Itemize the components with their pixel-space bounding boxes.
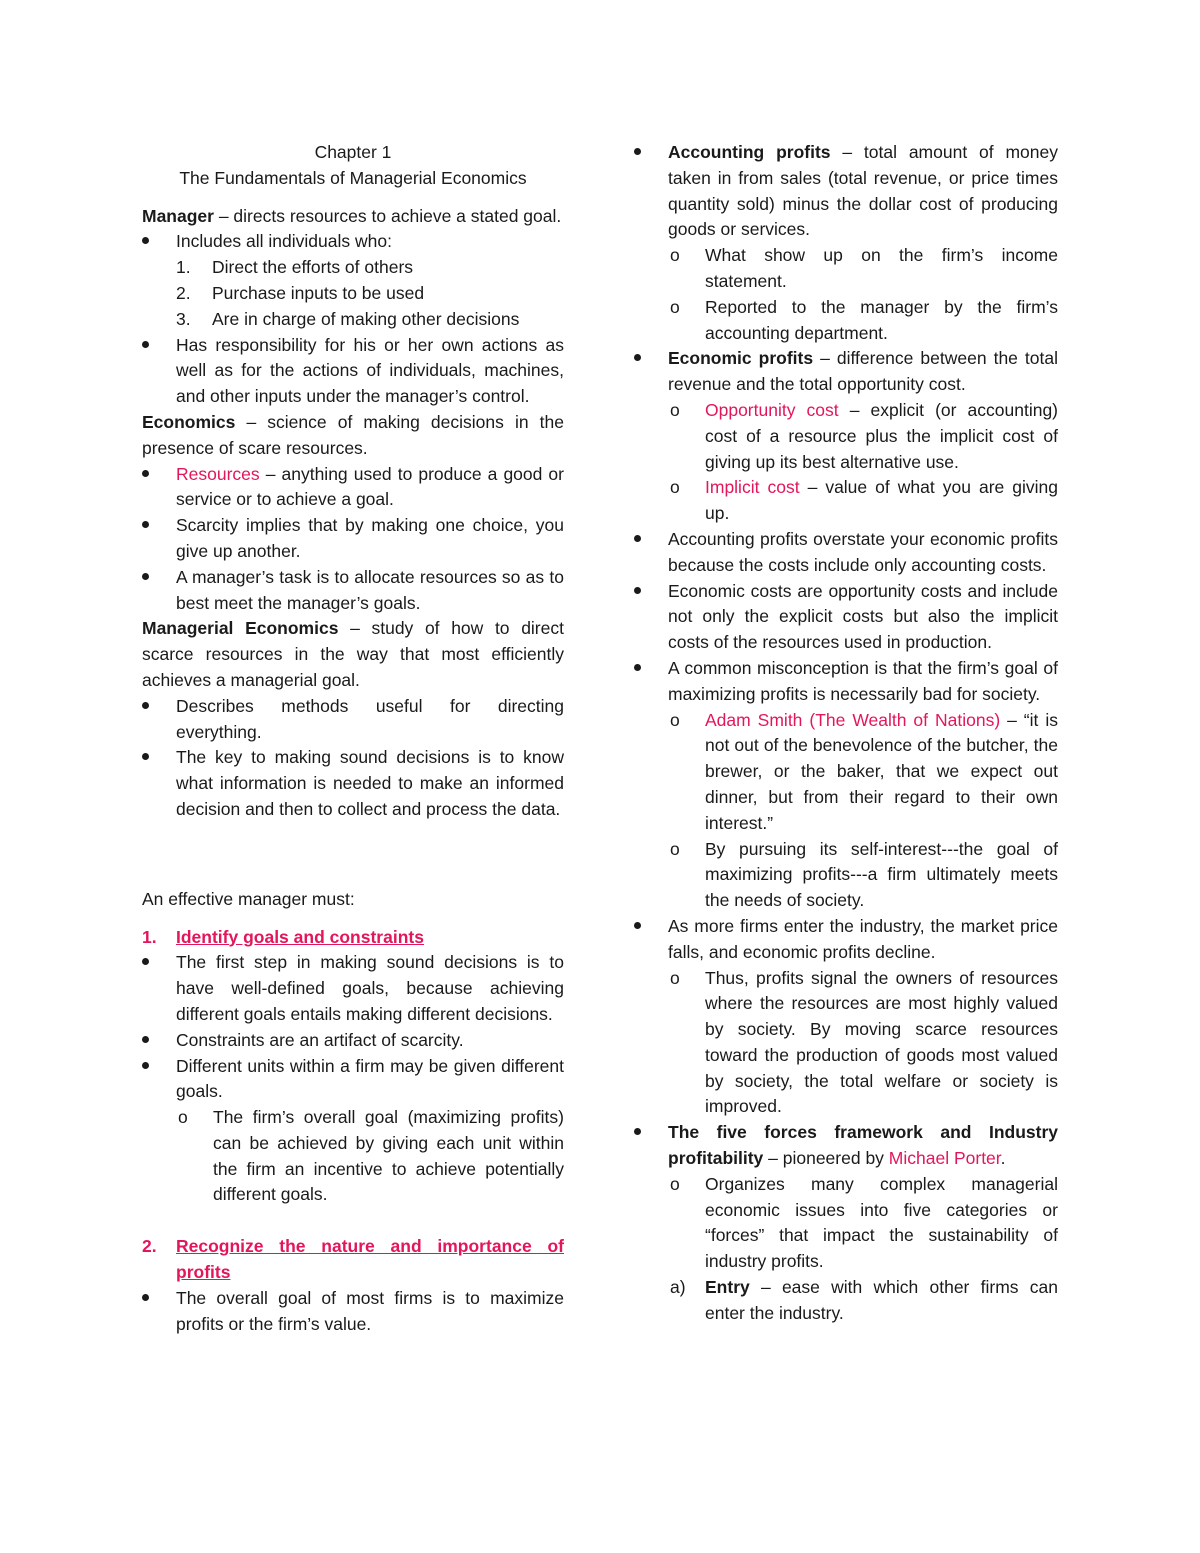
- list-item: o Implicit cost – value of what you are giving up.: [670, 477, 1058, 524]
- bullet-icon: [142, 1028, 152, 1054]
- bullet-icon: [634, 914, 644, 940]
- page-title: The Fundamentals of Managerial Economics: [179, 167, 527, 188]
- section-heading: 1. Identify goals and constraints: [142, 926, 424, 947]
- list-item: o What show up on the firm’s income statement.: [670, 245, 1058, 291]
- list-item: Includes all individuals who:: [142, 229, 564, 255]
- list-item: The first step in making sound decisions is to have well-defined goals, because achieving different goals entails making different decisions.: [142, 950, 564, 1027]
- list-item: 3. Are in charge of making other decisions: [176, 308, 520, 329]
- list-item: o Organizes many complex managerial economic issues into five categories or “forces” that impact the sustainability of industry profits.: [670, 1173, 1058, 1272]
- list-item: The overall goal of most firms is to maximize profits or the firm’s value.: [142, 1286, 564, 1338]
- list-item: o By pursuing its self-interest---the goal of maximizing profits---a firm ultimately meets the needs of society.: [670, 838, 1058, 911]
- list-item: 1. Direct the efforts of others: [176, 257, 414, 278]
- bullet-icon: [142, 229, 152, 255]
- bullet-icon: [142, 333, 152, 359]
- bullet-icon: [142, 1054, 152, 1080]
- list-item: o Thus, profits signal the owners of resources where the resources are most highly valued by society. By moving scarce resources toward the production of goods most valued by society, the total welfare or society is improved.: [670, 967, 1058, 1117]
- list-item: Scarcity implies that by making one choice, you give up another.: [142, 513, 564, 565]
- list-item: a) Entry – ease with which other firms can enter the industry.: [670, 1277, 1058, 1323]
- sub-bullet-icon: o: [670, 399, 680, 420]
- list-item: o Reported to the manager by the firm’s accounting department.: [670, 296, 1058, 343]
- list-item: o Adam Smith (The Wealth of Nations) – “it is not out of the benevolence of the butcher, the brewer, or the baker, that we expect out dinner, but from their regard to their own interest.”: [670, 709, 1058, 833]
- bullet-icon: [142, 565, 152, 591]
- sub-bullet-icon: o: [178, 1107, 188, 1128]
- sub-bullet-icon: o: [670, 1173, 680, 1194]
- list-item: 2. Purchase inputs to be used: [176, 282, 425, 303]
- bullet-icon: [142, 694, 152, 720]
- list-item: A common misconception is that the firm’s goal of maximizing profits is necessarily bad for society.: [634, 656, 1058, 708]
- list-item: Constraints are an artifact of scarcity.: [142, 1028, 564, 1054]
- sub-bullet-icon: o: [670, 967, 680, 988]
- list-item: Accounting profits – total amount of money taken in from sales (total revenue, or price times quantity sold) minus the dollar cost of producing goods or services.: [634, 140, 1058, 243]
- list-item: As more firms enter the industry, the market price falls, and economic profits decline.: [634, 914, 1058, 966]
- list-item: The key to making sound decisions is to know what information is needed to make an informed decision and then to collect and process the data.: [142, 745, 564, 822]
- bullet-icon: [142, 950, 152, 976]
- sub-bullet-icon: o: [670, 709, 680, 730]
- bullet-icon: [634, 656, 644, 682]
- list-item: A manager’s task is to allocate resources so as to best meet the manager’s goals.: [142, 565, 564, 617]
- section-heading: 2. Recognize the nature and importance of profits: [142, 1236, 564, 1283]
- bullet-icon: [142, 745, 152, 771]
- list-item: Different units within a firm may be given different goals.: [142, 1054, 564, 1106]
- list-item: Economic profits – difference between the total revenue and the total opportunity cost.: [634, 346, 1058, 398]
- bullet-icon: [142, 1286, 152, 1312]
- list-item: o The firm’s overall goal (maximizing profits) can be achieved by giving each unit within the firm an incentive to achieve potentially different goals.: [178, 1107, 564, 1205]
- list-item: Accounting profits overstate your economic profits because the costs include only accounting costs.: [634, 527, 1058, 579]
- list-item: Economic costs are opportunity costs and include not only the explicit costs but also the implicit costs of the resources used in production.: [634, 579, 1058, 656]
- bullet-icon: [634, 346, 644, 372]
- bullet-icon: [634, 140, 644, 166]
- bullet-icon: [142, 513, 152, 539]
- list-item: Resources – anything used to produce a good or service or to achieve a goal.: [142, 462, 564, 514]
- managerial-economics-definition: Managerial Economics – study of how to direct scarce resources in the way that most efficiently achieves a managerial goal.: [142, 618, 564, 690]
- bullet-icon: [634, 527, 644, 553]
- sub-bullet-icon: o: [670, 245, 680, 266]
- effective-manager-intro: An effective manager must:: [142, 888, 355, 909]
- chapter-label: Chapter 1: [314, 142, 392, 162]
- left-column: [142, 140, 564, 1337]
- sub-bullet-icon: o: [670, 477, 680, 498]
- list-item: Has responsibility for his or her own actions as well as for the actions of individuals, machines, and other inputs under the manager’s control.: [142, 333, 564, 410]
- right-column: [634, 140, 1058, 1327]
- manager-definition: Manager – directs resources to achieve a stated goal.: [142, 205, 562, 226]
- list-item: o Opportunity cost – explicit (or accounting) cost of a resource plus the implicit cost of giving up its best alternative use.: [670, 399, 1058, 472]
- economics-definition: Economics – science of making decisions in the presence of scare resources.: [142, 411, 564, 458]
- sub-bullet-icon: o: [670, 296, 680, 317]
- list-item: Describes methods useful for directing everything.: [142, 694, 564, 746]
- sub-bullet-icon: o: [670, 838, 680, 859]
- bullet-icon: [634, 1120, 644, 1146]
- list-item: The five forces framework and Industry profitability – pioneered by Michael Porter.: [634, 1120, 1058, 1172]
- bullet-icon: [142, 462, 152, 488]
- bullet-icon: [634, 579, 644, 605]
- manager-term: Manager: [142, 205, 214, 226]
